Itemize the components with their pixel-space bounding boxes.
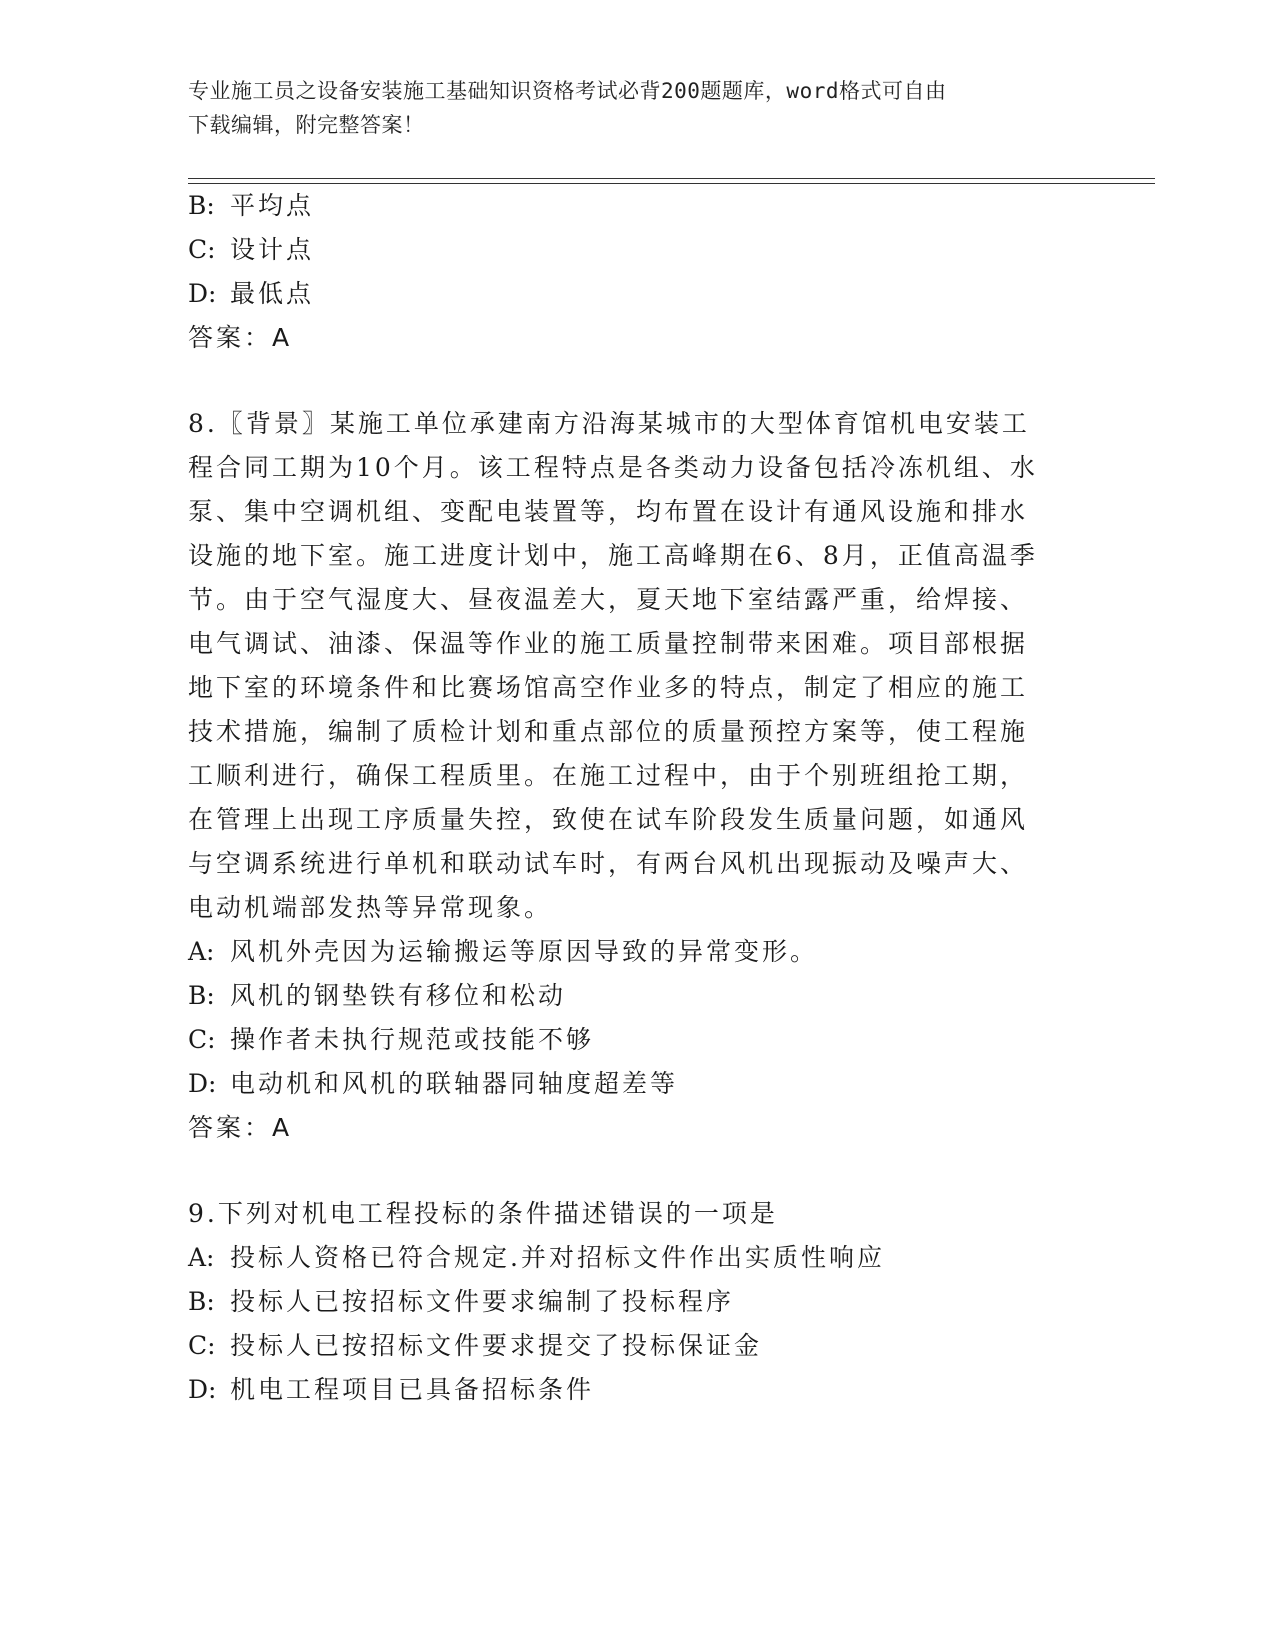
option-key: B: [188,981,215,1010]
q8-text-line: 在管理上出现工序质量失控，致使在试车阶段发生质量问题，如通风 [188,805,1029,834]
q8-text-line: 程合同工期为10个月。该工程特点是各类动力设备包括冷冻机组、水 [188,453,1038,482]
option-text: 投标人资格已符合规定.并对招标文件作出实质性响应 [230,1243,885,1272]
q8-text-line: 技术措施，编制了质检计划和重点部位的质量预控方案等，使工程施 [188,717,1029,746]
option-key: C: [188,1331,216,1360]
option-key: C: [188,235,216,264]
q8-text-line: 设施的地下室。施工进度计划中，施工高峰期在6、8月，正值高温季 [188,541,1038,570]
q8-text-line: 电动机端部发热等异常现象。 [188,893,553,922]
option-key: C: [188,1025,216,1054]
q8-option-c [188,1020,594,1056]
q7-option-d [188,274,314,310]
option-text: 机电工程项目已具备招标条件 [230,1375,595,1404]
header-line-1: 专业施工员之设备安装施工基础知识资格考试必背200题题库，word格式可自由 [188,79,947,103]
header-divider-bottom [188,183,1155,184]
q8-text-line: 8.〖背景〗某施工单位承建南方沿海某城市的大型体育馆机电安装工 [188,409,1030,438]
q8-text-line: 泵、集中空调机组、变配电装置等，均布置在设计有通风设施和排水 [188,497,1029,526]
q7-option-b [188,186,314,222]
q8-answer: 答案：A [188,1113,293,1142]
option-key: D: [188,1069,217,1098]
q7-answer: 答案：A [188,323,293,352]
option-key: D: [188,1375,217,1404]
q8-option-d [188,1064,678,1100]
q9-option-d [188,1370,594,1406]
q9-option-b [188,1282,734,1318]
option-text: 投标人已按招标文件要求编制了投标程序 [230,1287,735,1316]
option-key: A: [188,1243,215,1272]
option-key: A: [188,937,215,966]
option-key: B: [188,191,215,220]
q8-option-a [188,932,818,968]
q7-option-c [188,230,314,266]
q8-text-line: 节。由于空气湿度大、昼夜温差大，夏天地下室结露严重，给焊接、 [188,585,1029,614]
q9-option-a [188,1238,885,1274]
q8-option-b [188,976,566,1012]
q8-text-line: 电气调试、油漆、保温等作业的施工质量控制带来困难。项目部根据 [188,629,1029,658]
option-text: 投标人已按招标文件要求提交了投标保证金 [230,1331,763,1360]
q8-text-line: 地下室的环境条件和比赛场馆高空作业多的特点，制定了相应的施工 [188,673,1029,702]
q9-option-c [188,1326,762,1362]
q8-text-line: 与空调系统进行单机和联动试车时，有两台风机出现振动及噪声大、 [188,849,1029,878]
option-text: 操作者未执行规范或技能不够 [230,1025,595,1054]
header-line-2: 下载编辑，附完整答案！ [188,113,425,137]
option-text: 最低点 [230,279,315,308]
document-header [188,74,1068,142]
option-key: B: [188,1287,215,1316]
header-divider-top [188,178,1155,179]
q9-question: 9.下列对机电工程投标的条件描述错误的一项是 [188,1199,778,1228]
option-text: 平均点 [230,191,315,220]
option-text: 风机外壳因为运输搬运等原因导致的异常变形。 [230,937,819,966]
q8-text-line: 工顺利进行，确保工程质里。在施工过程中，由于个别班组抢工期， [188,761,1029,790]
option-text: 设计点 [230,235,315,264]
option-text: 风机的钢垫铁有移位和松动 [230,981,567,1010]
option-key: D: [188,279,217,308]
option-text: 电动机和风机的联轴器同轴度超差等 [230,1069,679,1098]
